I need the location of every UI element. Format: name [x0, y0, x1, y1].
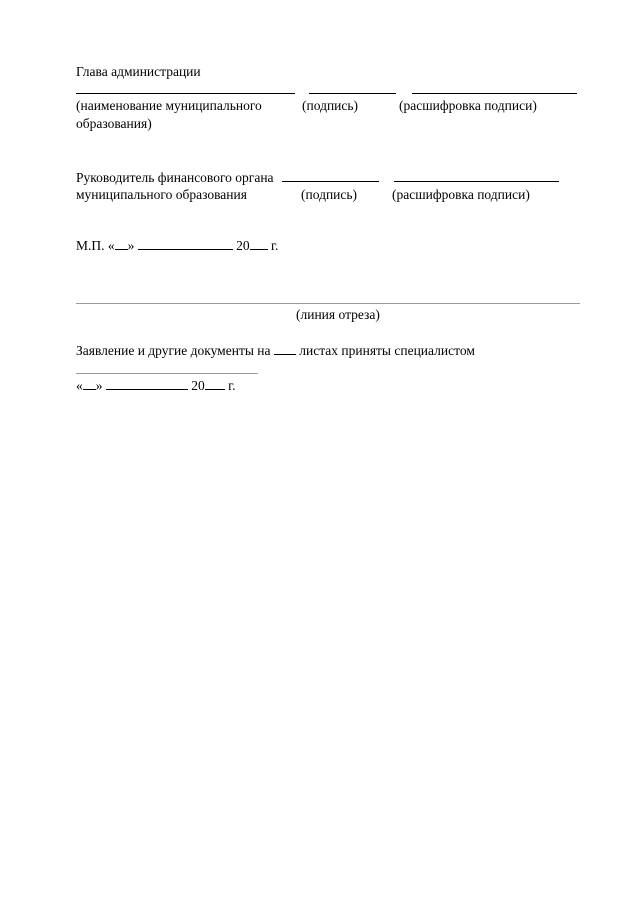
stamp-mp: М.П. [76, 238, 105, 253]
stamp-year-blank [250, 238, 268, 250]
head-decoding-blank [412, 82, 577, 94]
receipt-text-before: Заявление и другие документы на [76, 343, 271, 358]
head-caption-signature-text: (подпись) [302, 98, 359, 113]
receipt-date-row [76, 378, 236, 394]
finance-caption-decoding [392, 187, 530, 203]
head-blank-row [76, 82, 577, 98]
cut-line-label [296, 307, 380, 323]
receipt-year-suffix: г. [228, 378, 236, 393]
cut-line-label-text: (линия отреза) [296, 307, 380, 322]
head-signature-blank [309, 82, 396, 94]
finance-title-line2 [76, 187, 247, 203]
head-caption-signature [302, 98, 358, 114]
stamp-year-prefix: 20 [236, 238, 250, 253]
finance-title-row [76, 170, 559, 186]
finance-caption-signature-text: (подпись) [301, 187, 358, 202]
receipt-quote-close: » [95, 378, 103, 393]
receipt-text-row [76, 343, 475, 359]
finance-caption-decoding-text: (расшифровка подписи) [392, 187, 530, 202]
stamp-quote-open: « [107, 238, 115, 253]
finance-signature-blank [282, 170, 379, 182]
head-caption-name-cont-text: образования) [76, 116, 152, 131]
head-name-blank [76, 82, 295, 94]
stamp-month-blank [138, 238, 233, 250]
stamp-year-suffix: г. [271, 238, 279, 253]
receipt-day-blank [83, 378, 96, 390]
head-title-text: Глава администрации [76, 64, 201, 79]
receipt-month-blank [106, 378, 188, 390]
stamp-quote-close: » [127, 238, 135, 253]
finance-caption-signature [301, 187, 357, 203]
receipt-quote-open: « [76, 378, 83, 393]
receipt-text-after: листах приняты специалистом [299, 343, 475, 358]
receipt-year-blank [205, 378, 225, 390]
finance-title-line1: Руководитель финансового органа [76, 170, 274, 185]
receipt-pages-blank [274, 343, 296, 355]
head-caption-decoding-text: (расшифровка подписи) [399, 98, 537, 113]
head-caption-name [76, 98, 262, 114]
finance-title-line2-text: муниципального образования [76, 187, 247, 202]
finance-decoding-blank [394, 170, 559, 182]
receipt-specialist-rule [76, 373, 258, 374]
receipt-year-prefix: 20 [191, 378, 205, 393]
head-caption-name-text: (наименование муниципального [76, 98, 262, 113]
stamp-day-blank [115, 238, 128, 250]
head-caption-decoding [399, 98, 537, 114]
cut-line-rule [76, 303, 580, 304]
stamp-date-row [76, 238, 278, 254]
head-caption-name-cont [76, 116, 152, 132]
head-title [76, 64, 201, 80]
